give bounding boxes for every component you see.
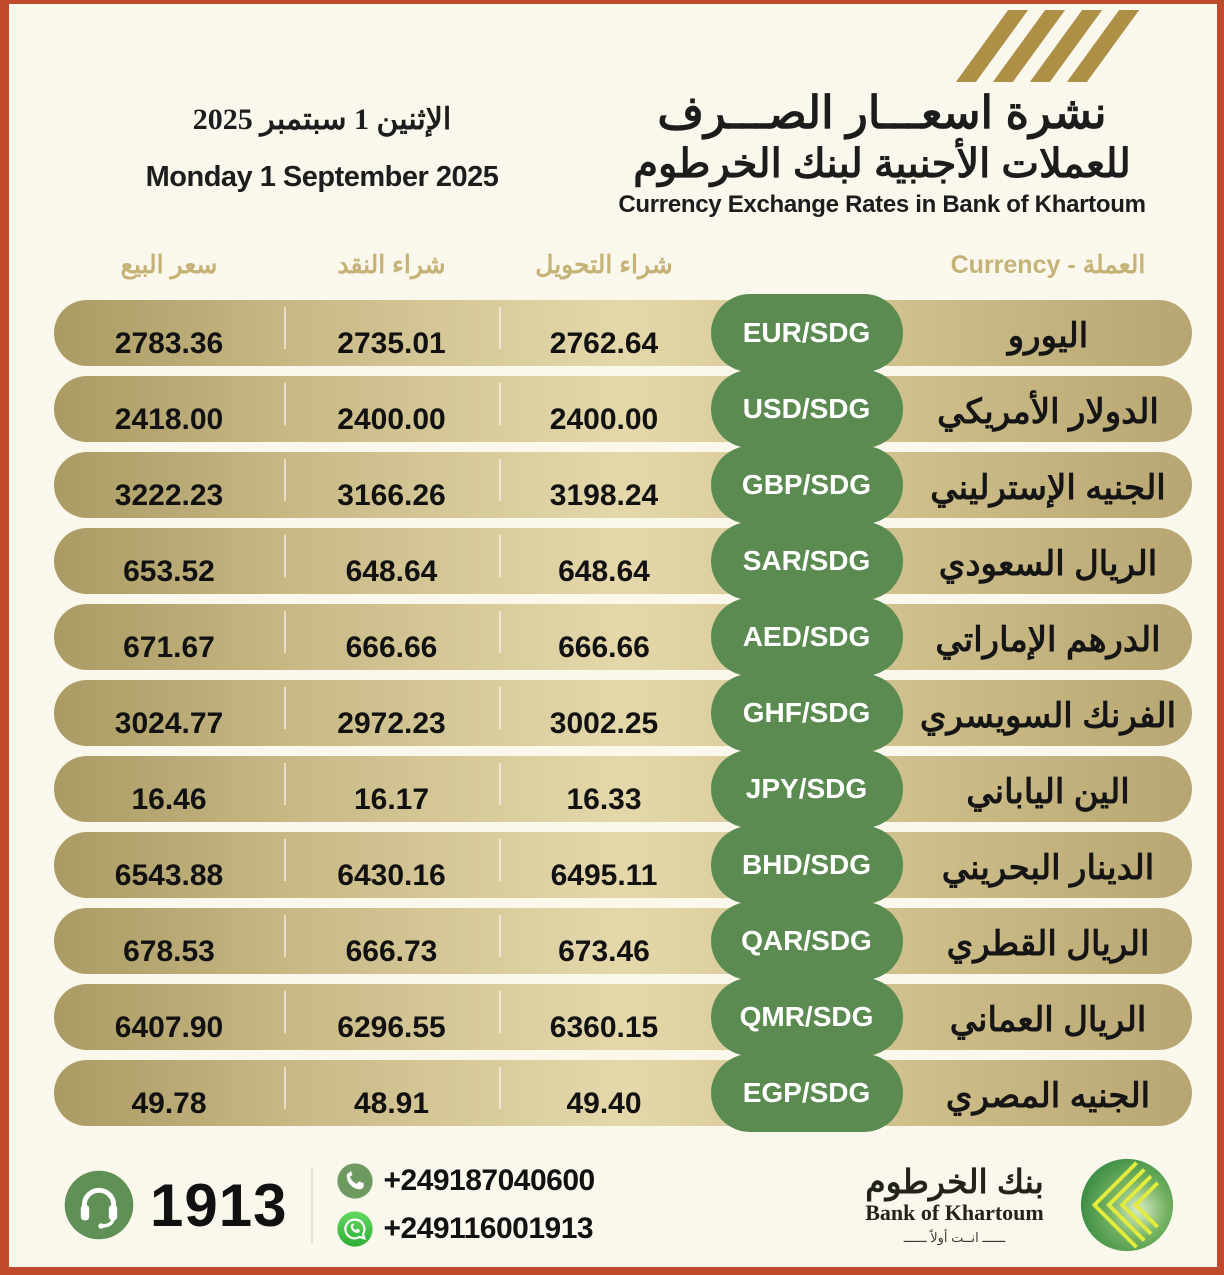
currency-pair-cell: [709, 832, 904, 898]
transfer-buy-value: 6495.11: [550, 859, 658, 892]
sell-price-value: 3024.77: [114, 707, 224, 740]
transfer-buy-value: 666.66: [558, 631, 650, 664]
sell-price-value: 653.52: [123, 555, 215, 588]
currency-pair-badge: GBP/SDG: [711, 446, 903, 524]
currency-pair-badge: SAR/SDG: [711, 522, 903, 600]
table-column-headers: [54, 250, 1192, 280]
cash-buy-value: 16.17: [353, 783, 430, 816]
date-arabic: الإثنين 1 سبتمبر 2025: [192, 103, 452, 136]
column-header-cash-buy: شراء النقد: [337, 251, 446, 279]
title-block: [587, 87, 1177, 219]
transfer-buy-value: 3198.24: [549, 479, 659, 512]
rate-row: [54, 680, 1192, 746]
cash-buy-value: 666.73: [345, 935, 438, 968]
rate-row-content: [54, 984, 1192, 1050]
hotline-number: 1913: [150, 1171, 288, 1239]
hotline-group: [64, 1163, 595, 1247]
cash-buy-value: 3166.26: [337, 479, 446, 512]
bank-sphere-icon: [1079, 1157, 1175, 1253]
currency-pair-badge: QMR/SDG: [711, 978, 903, 1056]
cash-buy-value: 2735.01: [337, 327, 446, 360]
sell-price-value: 6407.90: [114, 1011, 224, 1044]
gold-stripes-decoration: [982, 10, 1113, 82]
transfer-buy-value: 2400.00: [549, 403, 659, 436]
phone-list: [337, 1163, 594, 1247]
rate-row: [54, 908, 1192, 974]
currency-pair-cell: [709, 452, 904, 518]
rate-row-content: [54, 1060, 1192, 1126]
currency-name-arabic: الين الياباني: [966, 773, 1130, 811]
rate-row: [54, 832, 1192, 898]
column-header-spacer: [709, 250, 904, 280]
cash-buy-value: 6430.16: [337, 859, 446, 892]
currency-pair-badge: GHF/SDG: [711, 674, 903, 752]
currency-pair-badge: AED/SDG: [711, 598, 903, 676]
rate-row-content: [54, 376, 1192, 442]
currency-pair-badge: JPY/SDG: [711, 750, 903, 828]
headset-icon: [64, 1170, 134, 1240]
rate-row-content: [54, 756, 1192, 822]
bank-tagline: ــــــ انــت أولاً ــــــ: [903, 1229, 1006, 1245]
currency-name-arabic: الدرهم الإماراتي: [935, 621, 1161, 659]
cash-buy-value: 6296.55: [337, 1011, 446, 1044]
cash-buy-value: 2972.23: [337, 707, 446, 740]
rate-row-content: [54, 528, 1192, 594]
sell-price-value: 2418.00: [114, 403, 224, 436]
rate-row-content: [54, 452, 1192, 518]
currency-pair-badge: USD/SDG: [711, 370, 903, 448]
rate-row: [54, 756, 1192, 822]
sell-price-value: 6543.88: [114, 859, 224, 892]
cash-buy-value: 2400.00: [337, 403, 446, 436]
rate-row: [54, 452, 1192, 518]
currency-name-arabic: الريال القطري: [946, 925, 1150, 963]
currency-name-arabic: الريال العماني: [949, 1001, 1147, 1039]
transfer-buy-value: 3002.25: [549, 707, 659, 740]
rate-row: [54, 376, 1192, 442]
sell-price-value: 2783.36: [114, 327, 224, 360]
bank-name-english: Bank of Khartoum: [865, 1199, 1044, 1225]
sell-price-value: 16.46: [131, 783, 207, 816]
title-arabic-line1: نشرة اسعـــار الصـــرف: [657, 87, 1107, 138]
cash-buy-value: 648.64: [345, 555, 438, 588]
currency-name-arabic: الجنيه المصري: [945, 1077, 1151, 1115]
currency-name-arabic: الجنيه الإسترليني: [930, 469, 1166, 507]
rate-row: [54, 1060, 1192, 1126]
transfer-buy-value: 648.64: [558, 555, 650, 588]
currency-name-arabic: الدينار البحريني: [941, 849, 1155, 887]
transfer-buy-value: 49.40: [566, 1087, 642, 1120]
currency-pair-badge: EGP/SDG: [711, 1054, 903, 1132]
phone-row: [337, 1163, 594, 1199]
transfer-buy-value: 6360.15: [549, 1011, 659, 1044]
rate-row-content: [54, 680, 1192, 746]
column-header-sell-price: سعر البيع: [120, 251, 218, 279]
phone-number: +249187040600: [383, 1164, 595, 1197]
currency-name-arabic: الدولار الأمريكي: [937, 393, 1159, 431]
transfer-buy-value: 2762.64: [549, 327, 659, 360]
whatsapp-icon: [337, 1211, 373, 1247]
transfer-buy-value: 673.46: [558, 935, 650, 968]
rate-row: [54, 300, 1192, 366]
date-english: Monday 1 September 2025: [145, 161, 499, 193]
rate-row-content: [54, 832, 1192, 898]
currency-name-arabic: اليورو: [1007, 317, 1089, 355]
bank-logo: [842, 1157, 1175, 1253]
rate-row: [54, 604, 1192, 670]
currency-pair-cell: [709, 376, 904, 442]
rate-row-content: [54, 604, 1192, 670]
column-header-currency: العملة - Currency: [950, 251, 1146, 279]
title-english: Currency Exchange Rates in Bank of Khartoum: [618, 191, 1146, 218]
rate-row: [54, 984, 1192, 1050]
currency-pair-cell: [709, 528, 904, 594]
currency-pair-badge: QAR/SDG: [711, 902, 903, 980]
currency-pair-cell: [709, 300, 904, 366]
currency-name-arabic: الريال السعودي: [938, 545, 1158, 583]
currency-pair-cell: [709, 756, 904, 822]
phone-icon: [337, 1163, 373, 1199]
cash-buy-value: 48.91: [353, 1087, 430, 1120]
bank-name-arabic: بنك الخرطوم: [865, 1162, 1044, 1200]
currency-pair-cell: [709, 908, 904, 974]
column-header-transfer-buy: شراء التحويل: [535, 251, 673, 279]
date-block: [117, 102, 527, 194]
currency-pair-cell: [709, 984, 904, 1050]
rate-row-content: [54, 908, 1192, 974]
whatsapp-row: [337, 1211, 594, 1247]
rate-row-content: [54, 300, 1192, 366]
currency-pair-cell: [709, 1060, 904, 1126]
sell-price-value: 3222.23: [114, 479, 224, 512]
footer-divider: [311, 1167, 313, 1243]
cash-buy-value: 666.66: [345, 631, 438, 664]
sell-price-value: 678.53: [123, 935, 215, 968]
currency-pair-cell: [709, 604, 904, 670]
sell-price-value: 49.78: [131, 1087, 207, 1120]
sell-price-value: 671.67: [123, 631, 215, 664]
currency-pair-badge: EUR/SDG: [711, 294, 903, 372]
transfer-buy-value: 16.33: [566, 783, 642, 816]
currency-pair-cell: [709, 680, 904, 746]
currency-name-arabic: الفرنك السويسري: [919, 697, 1177, 735]
title-arabic-line2: للعملات الأجنبية لبنك الخرطوم: [633, 142, 1131, 186]
currency-pair-badge: BHD/SDG: [711, 826, 903, 904]
footer: [64, 1146, 1175, 1264]
bank-logo-text: [842, 1162, 1067, 1246]
whatsapp-number: +249116001913: [383, 1212, 594, 1245]
rate-row: [54, 528, 1192, 594]
rates-rows: [54, 300, 1192, 1126]
